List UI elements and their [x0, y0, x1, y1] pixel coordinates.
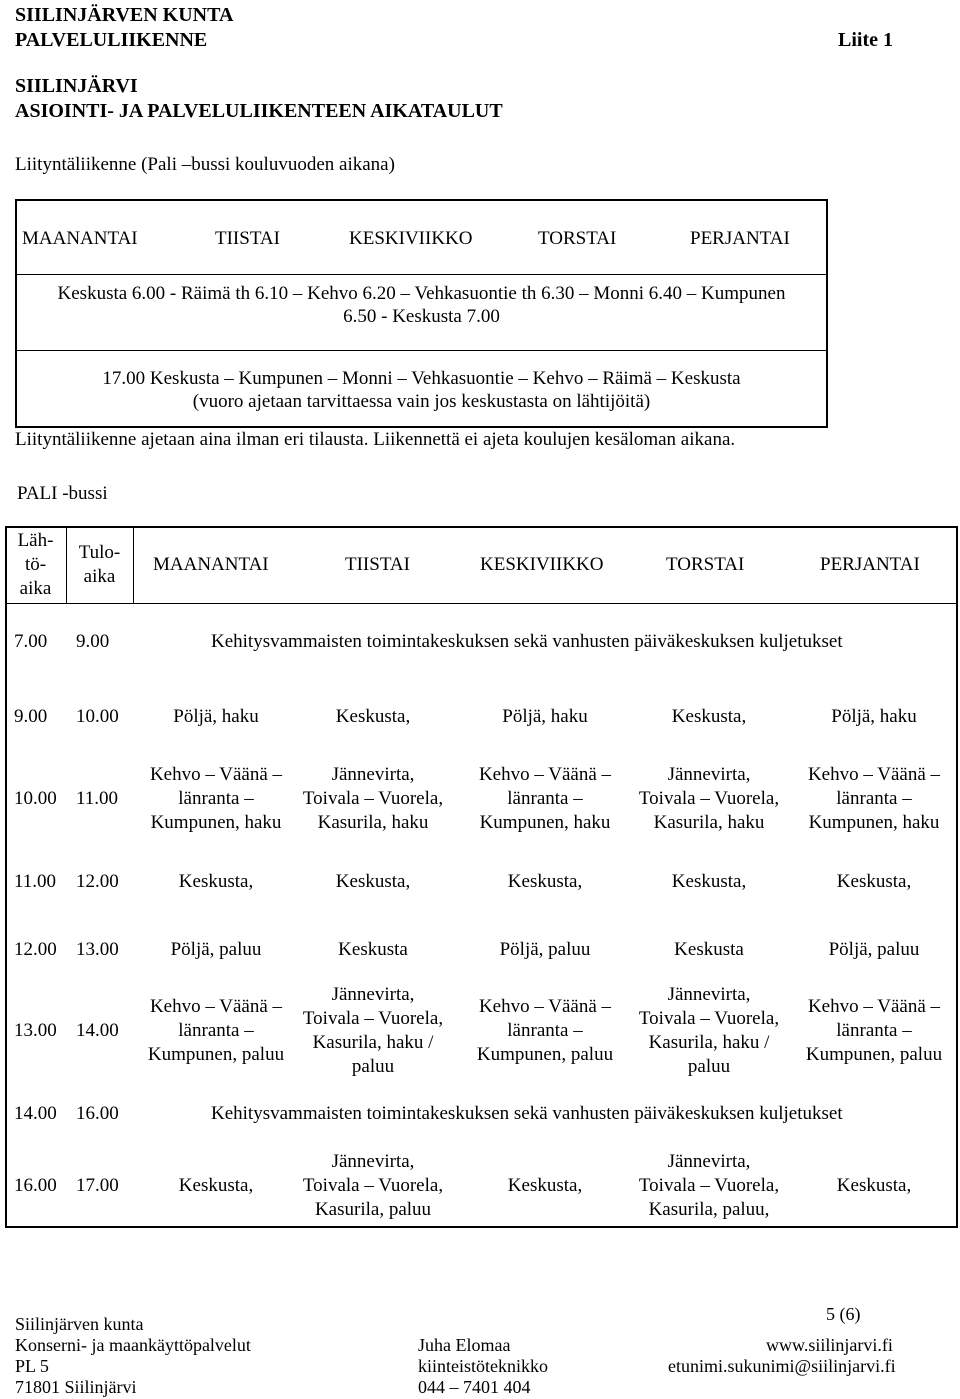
schedule-cell-line: Kumpunen, paluu: [805, 1044, 943, 1065]
schedule-cell-line: Pöljä, paluu: [828, 938, 920, 960]
header-departure-time: Läh- tö- aika: [17, 530, 54, 599]
departure-time: 9.00: [14, 706, 48, 727]
schedule-cell-line: Pöljä, haku: [173, 706, 259, 727]
schedule-cell-line: Jännevirta,: [667, 1151, 751, 1172]
arrival-time: 16.00: [76, 1102, 119, 1124]
schedule-cell-line: Jännevirta,: [667, 984, 751, 1005]
schedule-cell: [291, 938, 455, 962]
footer-postal-address: 71801 Siilinjärvi: [15, 1377, 137, 1397]
schedule-cell-line: Kasurila, paluu,: [648, 1199, 770, 1220]
schedule-cell-line: Pöljä, paluu: [170, 938, 262, 960]
day-header-wednesday: KESKIVIIKKO: [349, 228, 473, 249]
schedule-cell: [792, 1174, 956, 1198]
schedule-cell: [627, 983, 791, 1079]
schedule-cell-line: Keskusta: [674, 938, 744, 960]
schedule-cell-line: Kumpunen, haku: [479, 812, 611, 833]
evening-route-line-1: 17.00 Keskusta – Kumpunen – Monni – Vehkasuontie – Kehvo – Räimä – Keskusta: [102, 368, 741, 389]
attachment-label: Liite 1: [838, 29, 893, 51]
day-header-tuesday: TIISTAI: [215, 228, 280, 249]
pali-day-header-wednesday: KESKIVIIKKO: [480, 554, 604, 575]
footer-contact-name: Juha Elomaa: [418, 1335, 511, 1355]
schedule-cell-line: länranta –: [507, 1020, 583, 1041]
footer-website[interactable]: www.siilinjarvi.fi: [766, 1335, 893, 1355]
table-divider: [15, 274, 828, 275]
pali-day-header-tuesday: TIISTAI: [345, 554, 410, 575]
header-arrival-time: Tulo- aika: [78, 542, 121, 587]
arrival-time: 12.00: [76, 871, 119, 892]
schedule-cell-line: Keskusta,: [178, 871, 254, 892]
schedule-cell: [463, 705, 627, 729]
departure-time: 7.00: [14, 631, 48, 652]
schedule-cell-line: Keskusta,: [335, 706, 411, 727]
schedule-cell-line: Kehvo – Väänä –: [149, 996, 283, 1017]
document-title: ASIOINTI- JA PALVELULIIKENTEEN AIKATAULUT: [15, 100, 503, 122]
schedule-cell: [627, 1150, 791, 1222]
footer-contact-title: kiinteistöteknikko: [418, 1356, 548, 1376]
footer-email[interactable]: etunimi.sukunimi@siilinjarvi.fi: [668, 1356, 896, 1376]
org-name: SIILINJÄRVEN KUNTA: [15, 4, 234, 26]
schedule-cell-line: Keskusta,: [836, 871, 912, 892]
arrival-time: 10.00: [76, 706, 119, 727]
schedule-cell-line: Kasurila, haku /: [312, 1032, 434, 1053]
departure-time: 10.00: [14, 788, 57, 809]
schedule-cell: [463, 870, 627, 894]
schedule-cell-line: Keskusta,: [671, 871, 747, 892]
departure-time: 14.00: [14, 1102, 57, 1124]
schedule-cell-line: Jännevirta,: [667, 764, 751, 785]
section-heading-pali-bussi: PALI -bussi: [17, 483, 108, 504]
schedule-cell: [291, 1150, 455, 1222]
schedule-cell-line: Kumpunen, haku: [150, 812, 282, 833]
schedule-span-text: Kehitysvammaisten toimintakeskuksen sekä vanhusten päiväkeskuksen kuljetukset: [211, 1102, 843, 1124]
schedule-cell-line: paluu: [687, 1056, 731, 1077]
footer-org: Siilinjärven kunta: [15, 1314, 144, 1334]
arrival-time: 13.00: [76, 938, 119, 960]
schedule-cell: [134, 870, 298, 894]
schedule-cell-line: Jännevirta,: [331, 984, 415, 1005]
schedule-cell-line: Keskusta,: [335, 871, 411, 892]
schedule-cell: [134, 1174, 298, 1198]
schedule-cell-line: Kehvo – Väänä –: [478, 764, 612, 785]
arrival-time: 17.00: [76, 1175, 119, 1196]
schedule-cell: [291, 705, 455, 729]
schedule-cell-line: Toivala – Vuorela,: [302, 788, 444, 809]
pali-day-header-friday: PERJANTAI: [820, 554, 920, 575]
schedule-cell-line: Toivala – Vuorela,: [638, 1008, 780, 1029]
footer-po-box: PL 5: [15, 1356, 49, 1376]
arrival-time: 14.00: [76, 1020, 119, 1041]
schedule-cell: [627, 938, 791, 962]
schedule-cell-line: Jännevirta,: [331, 764, 415, 785]
footer-contact-phone: 044 – 7401 404: [418, 1377, 531, 1397]
schedule-cell-line: Kehvo – Väänä –: [807, 996, 941, 1017]
schedule-cell: [134, 705, 298, 729]
schedule-cell: [463, 763, 627, 835]
schedule-cell-line: Pöljä, haku: [831, 706, 917, 727]
departure-time: 16.00: [14, 1175, 57, 1196]
schedule-cell: [291, 870, 455, 894]
morning-route-line-2: 6.50 - Keskusta 7.00: [343, 306, 500, 327]
schedule-cell-line: länranta –: [507, 788, 583, 809]
departure-time: 13.00: [14, 1020, 57, 1041]
schedule-cell: [792, 763, 956, 835]
schedule-cell-line: Kasurila, haku /: [648, 1032, 770, 1053]
schedule-cell-line: länranta –: [836, 1020, 912, 1041]
schedule-cell-line: Keskusta,: [507, 871, 583, 892]
schedule-cell-line: Toivala – Vuorela,: [638, 788, 780, 809]
schedule-cell: [134, 938, 298, 962]
morning-route-line-1: Keskusta 6.00 - Räimä th 6.10 – Kehvo 6.20 – Vehkasuontie th 6.30 – Monni 6.40 – Kumpunen: [57, 283, 786, 304]
schedule-cell-line: Keskusta,: [671, 706, 747, 727]
evening-route-line-2: (vuoro ajetaan tarvittaessa vain jos keskustasta on lähtijöitä): [192, 391, 651, 412]
schedule-cell-line: Toivala – Vuorela,: [302, 1175, 444, 1196]
schedule-cell-line: Kumpunen, paluu: [147, 1044, 285, 1065]
schedule-cell: [792, 870, 956, 894]
schedule-cell-line: Toivala – Vuorela,: [638, 1175, 780, 1196]
schedule-cell: [627, 705, 791, 729]
footer-dept: Konserni- ja maankäyttöpalvelut: [15, 1335, 251, 1355]
schedule-cell-line: Pöljä, haku: [502, 706, 588, 727]
departure-time: 11.00: [14, 871, 57, 892]
schedule-cell: [134, 995, 298, 1067]
schedule-cell: [627, 870, 791, 894]
table-divider: [133, 526, 134, 603]
section-heading-liityntaliikenne: Liityntäliikenne (Pali –bussi kouluvuoden aikana): [15, 154, 395, 175]
arrival-time: 9.00: [76, 631, 110, 652]
schedule-cell: [463, 995, 627, 1067]
pali-day-header-monday: MAANANTAI: [153, 554, 269, 575]
schedule-cell-line: Toivala – Vuorela,: [302, 1008, 444, 1029]
pali-day-header-thursday: TORSTAI: [666, 554, 745, 575]
schedule-cell: [792, 938, 956, 962]
page-number: 5 (6): [826, 1304, 861, 1324]
departure-time: 12.00: [14, 938, 57, 960]
schedule-cell: [463, 1174, 627, 1198]
schedule-cell-line: Keskusta: [338, 938, 408, 960]
schedule-cell-line: Kumpunen, paluu: [476, 1044, 614, 1065]
table-divider: [5, 603, 958, 604]
schedule-cell: [627, 763, 791, 835]
schedule-cell-line: paluu: [351, 1056, 395, 1077]
day-header-friday: PERJANTAI: [690, 228, 790, 249]
schedule-cell-line: Kumpunen, haku: [808, 812, 940, 833]
schedule-cell-line: Kasurila, haku: [317, 812, 429, 833]
schedule-cell-line: länranta –: [178, 1020, 254, 1041]
schedule-cell-line: Keskusta,: [178, 1175, 254, 1196]
schedule-cell-line: Kasurila, paluu: [314, 1199, 432, 1220]
schedule-cell: [291, 983, 455, 1079]
schedule-cell-line: Kehvo – Väänä –: [807, 764, 941, 785]
schedule-cell: [134, 763, 298, 835]
schedule-cell: [792, 705, 956, 729]
schedule-cell-line: Pöljä, paluu: [499, 938, 591, 960]
arrival-time: 11.00: [76, 788, 119, 809]
schedule-cell-line: Keskusta,: [507, 1175, 583, 1196]
schedule-cell-line: länranta –: [836, 788, 912, 809]
day-header-monday: MAANANTAI: [22, 228, 138, 249]
liityntaliikenne-note: Liityntäliikenne ajetaan aina ilman eri tilausta. Liikennettä ei ajeta koulujen kesäloman aikana.: [15, 429, 736, 450]
schedule-cell-line: Jännevirta,: [331, 1151, 415, 1172]
dept-name: PALVELULIIKENNE: [15, 29, 208, 51]
schedule-cell-line: länranta –: [178, 788, 254, 809]
schedule-span-text: Kehitysvammaisten toimintakeskuksen sekä vanhusten päiväkeskuksen kuljetukset: [211, 631, 843, 652]
municipality-name: SIILINJÄRVI: [15, 75, 138, 97]
schedule-cell-line: Kehvo – Väänä –: [149, 764, 283, 785]
table-divider: [15, 350, 828, 351]
schedule-cell-line: Kasurila, haku: [653, 812, 765, 833]
schedule-cell: [291, 763, 455, 835]
schedule-cell: [463, 938, 627, 962]
day-header-thursday: TORSTAI: [538, 228, 617, 249]
schedule-cell: [792, 995, 956, 1067]
schedule-cell-line: Keskusta,: [836, 1175, 912, 1196]
schedule-cell-line: Kehvo – Väänä –: [478, 996, 612, 1017]
